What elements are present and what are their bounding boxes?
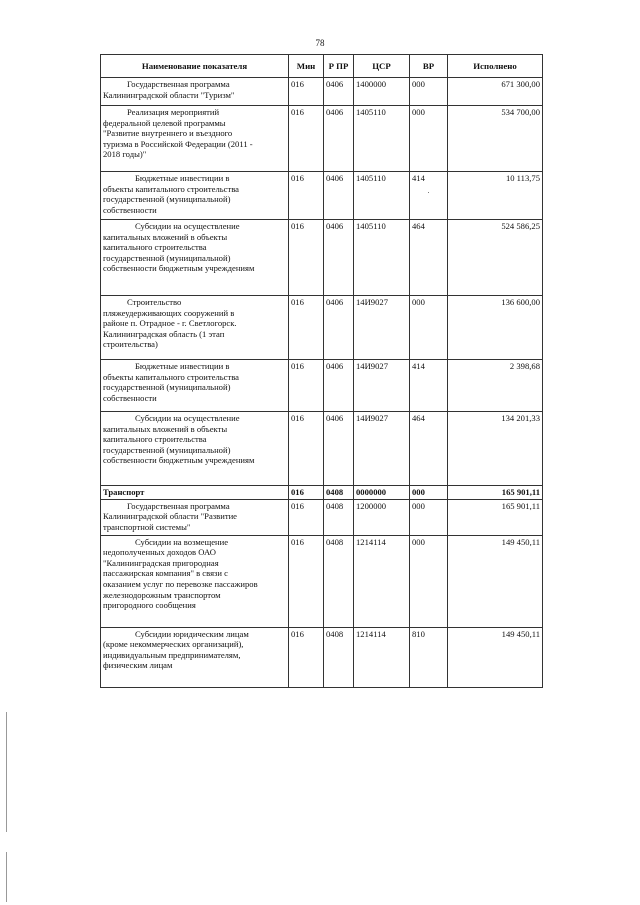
column-header-name: Наименование показателя xyxy=(101,55,289,78)
cell-name-line: собственности xyxy=(103,204,157,215)
cell-name-line: капитальных вложений в объекты xyxy=(103,231,228,242)
report-table xyxy=(100,54,543,688)
cell-name-line: районе п. Отрадное - г. Светлогорск. xyxy=(103,318,237,329)
cell-csr: 1405110 xyxy=(354,172,410,220)
cell-min: 016 xyxy=(289,220,324,296)
cell-name xyxy=(101,412,289,486)
cell-name-line: Бюджетные инвестиции в xyxy=(135,361,230,371)
cell-amount: 524 586,25 xyxy=(448,220,543,296)
cell-name xyxy=(101,296,289,360)
cell-name xyxy=(101,106,289,172)
cell-name-line: капитального строительства xyxy=(103,242,207,253)
cell-amount: 671 300,00 xyxy=(448,78,543,106)
cell-vr: 000 xyxy=(410,78,448,106)
cell-amount: 165 901,11 xyxy=(448,486,543,500)
cell-name xyxy=(101,535,289,627)
column-header-vr: ВР xyxy=(410,55,448,78)
table-row xyxy=(101,296,543,360)
cell-name-line: Транспорт xyxy=(103,487,145,497)
table-row xyxy=(101,220,543,296)
cell-name xyxy=(101,220,289,296)
cell-name-line: 2018 годы)" xyxy=(103,149,147,160)
table-header-row xyxy=(101,55,543,78)
cell-name-line: Калининградской области "Туризм" xyxy=(103,89,235,100)
cell-vr: 000 xyxy=(410,486,448,500)
cell-name-line: индивидуальным предпринимателям, xyxy=(103,649,241,660)
column-header-csr: ЦСР xyxy=(354,55,410,78)
column-header-min: Мин xyxy=(289,55,324,78)
cell-min: 016 xyxy=(289,106,324,172)
cell-amount: 2 398,68 xyxy=(448,360,543,412)
cell-name xyxy=(101,78,289,106)
cell-vr: 810 xyxy=(410,627,448,687)
cell-vr: 414 xyxy=(410,360,448,412)
cell-vr: 000 xyxy=(410,296,448,360)
cell-name-line: туризма в Российской Федерации (2011 - xyxy=(103,138,253,149)
cell-csr: 14И9027 xyxy=(354,360,410,412)
cell-rpr: 0406 xyxy=(324,296,354,360)
table-row xyxy=(101,78,543,106)
cell-csr: 1200000 xyxy=(354,499,410,535)
cell-name-line: транспортной системы" xyxy=(103,521,191,532)
cell-rpr: 0406 xyxy=(324,106,354,172)
cell-vr: 464 xyxy=(410,412,448,486)
cell-csr: 1400000 xyxy=(354,78,410,106)
cell-min: 016 xyxy=(289,627,324,687)
margin-mark xyxy=(6,852,7,902)
cell-rpr: 0408 xyxy=(324,499,354,535)
cell-amount: 149 450,11 xyxy=(448,535,543,627)
cell-name-line: "Калининградская пригородная xyxy=(103,557,219,568)
cell-name-line: пригородного сообщения xyxy=(103,600,196,611)
cell-name-line: Калининградской области "Развитие xyxy=(103,511,237,522)
cell-vr: 414 · xyxy=(410,172,448,220)
cell-rpr: 0406 xyxy=(324,78,354,106)
cell-name-line: "Развитие внутреннего и въездного xyxy=(103,128,233,139)
cell-name-line: федеральной целевой программы xyxy=(103,117,226,128)
cell-name-line: железнодорожным транспортом xyxy=(103,589,221,600)
margin-mark xyxy=(6,712,7,832)
page-number: 78 xyxy=(315,38,325,48)
table-row xyxy=(101,172,543,220)
cell-name-line: Строительство xyxy=(127,297,182,307)
cell-vr: 000 xyxy=(410,106,448,172)
cell-min: 016 xyxy=(289,360,324,412)
cell-min: 016 xyxy=(289,172,324,220)
stray-dot: · xyxy=(427,188,430,197)
cell-name-line: государственной (муниципальной) xyxy=(103,194,231,205)
cell-rpr: 0406 xyxy=(324,360,354,412)
cell-csr: 14И9027 xyxy=(354,412,410,486)
cell-amount: 534 700,00 xyxy=(448,106,543,172)
cell-rpr: 0408 xyxy=(324,486,354,500)
table-row xyxy=(101,535,543,627)
cell-csr: 0000000 xyxy=(354,486,410,500)
cell-name xyxy=(101,360,289,412)
cell-name-line: Субсидии на осуществление xyxy=(135,413,240,423)
column-header-rpr: Р ПР xyxy=(324,55,354,78)
cell-name-line: собственности xyxy=(103,392,157,403)
cell-rpr: 0408 xyxy=(324,535,354,627)
cell-name-line: Бюджетные инвестиции в xyxy=(135,173,230,183)
cell-csr: 1214114 xyxy=(354,627,410,687)
cell-name-line: собственности бюджетным учреждениям xyxy=(103,455,255,466)
cell-name-line: физическим лицам xyxy=(103,660,173,671)
cell-name-line: Субсидии на осуществление xyxy=(135,221,240,231)
cell-name-line: строительства) xyxy=(103,339,158,350)
cell-rpr: 0406 xyxy=(324,172,354,220)
cell-vr: 000 xyxy=(410,499,448,535)
cell-csr: 1405110 xyxy=(354,220,410,296)
cell-name-line: Реализация мероприятий xyxy=(127,107,220,117)
cell-csr: 1405110 xyxy=(354,106,410,172)
cell-name xyxy=(101,627,289,687)
table-row xyxy=(101,627,543,687)
table-row xyxy=(101,412,543,486)
cell-name-line: Государственная программа xyxy=(127,79,230,89)
cell-amount: 165 901,11 xyxy=(448,499,543,535)
cell-name-line: Государственная программа xyxy=(127,500,230,511)
cell-amount: 149 450,11 xyxy=(448,627,543,687)
cell-amount: 134 201,33 xyxy=(448,412,543,486)
cell-amount: 10 113,75 xyxy=(448,172,543,220)
cell-name-line: капитального строительства xyxy=(103,434,207,445)
cell-name-line: недополученных доходов ОАО xyxy=(103,547,217,558)
cell-name-line: объекты капитального строительства xyxy=(103,371,239,382)
cell-name-line: Калининградская область (1 этап xyxy=(103,328,225,339)
cell-name-line: оказанием услуг по перевозке пассажиров xyxy=(103,578,258,589)
table-body xyxy=(101,78,543,688)
cell-min: 016 xyxy=(289,499,324,535)
table-row xyxy=(101,360,543,412)
cell-rpr: 0406 xyxy=(324,220,354,296)
cell-min: 016 xyxy=(289,535,324,627)
cell-name-line: пассажирская компания" в связи с xyxy=(103,568,228,579)
cell-vr: 464 xyxy=(410,220,448,296)
column-header-amount: Исполнено xyxy=(448,55,543,78)
cell-name-line: (кроме некоммерческих организаций), xyxy=(103,639,244,650)
cell-name-line: объекты капитального строительства xyxy=(103,183,239,194)
cell-name xyxy=(101,172,289,220)
table-row xyxy=(101,499,543,535)
table-row xyxy=(101,486,543,500)
cell-name-line: государственной (муниципальной) xyxy=(103,252,231,263)
cell-name-line: государственной (муниципальной) xyxy=(103,382,231,393)
cell-rpr: 0406 xyxy=(324,412,354,486)
cell-name-line: капитальных вложений в объекты xyxy=(103,423,228,434)
cell-csr: 1214114 xyxy=(354,535,410,627)
cell-min: 016 xyxy=(289,296,324,360)
cell-name-line: пляжеудерживающих сооружений в xyxy=(103,307,235,318)
table-row xyxy=(101,106,543,172)
cell-name-line: собственности бюджетным учреждениям xyxy=(103,263,255,274)
cell-name xyxy=(101,486,289,500)
cell-min: 016 xyxy=(289,412,324,486)
cell-csr: 14И9027 xyxy=(354,296,410,360)
cell-min: 016 xyxy=(289,486,324,500)
cell-min: 016 xyxy=(289,78,324,106)
cell-amount: 136 600,00 xyxy=(448,296,543,360)
cell-name-line: Субсидии на возмещение xyxy=(135,536,229,547)
cell-name xyxy=(101,499,289,535)
cell-rpr: 0408 xyxy=(324,627,354,687)
cell-vr: 000 xyxy=(410,535,448,627)
cell-name-line: государственной (муниципальной) xyxy=(103,444,231,455)
cell-name-line: Субсидии юридическим лицам xyxy=(135,628,249,639)
